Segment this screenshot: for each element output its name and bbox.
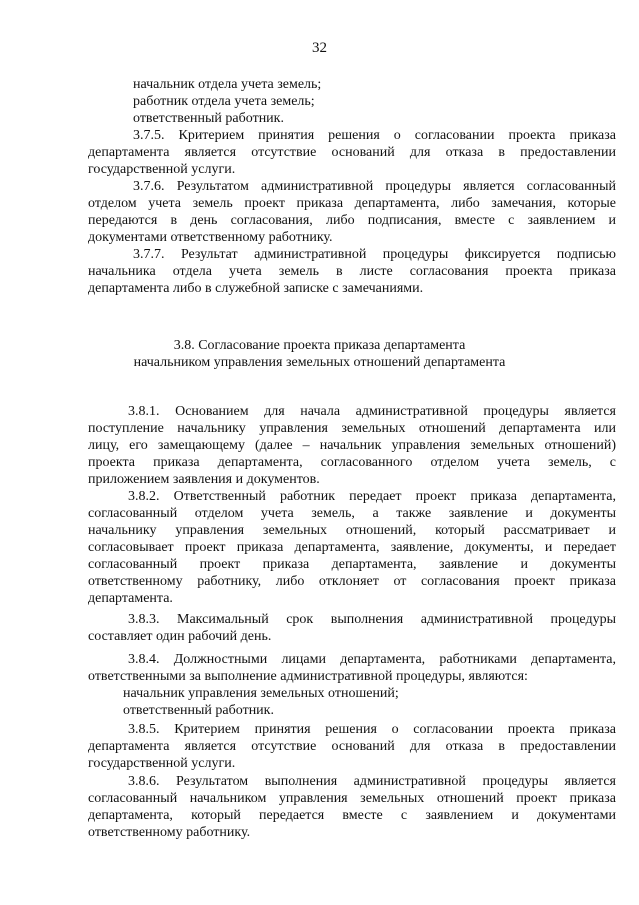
paragraph-3-7-5 xyxy=(88,127,616,178)
paragraph-3-8-2 xyxy=(88,488,616,607)
paragraph-line: 3.8.1. Основанием для начала административной процедуры является xyxy=(128,404,616,419)
paragraph-line: 3.8.4. Должностными лицами департамента, работниками департамента, xyxy=(128,652,616,667)
paragraph-line: документами ответственному работнику. xyxy=(88,230,333,245)
paragraph-line: начальника отдела учета земель в листе согласования проекта приказа xyxy=(88,264,616,279)
paragraph-line: 3.7.5. Критерием принятия решения о согласовании проекта приказа xyxy=(133,128,616,143)
paragraph-line: 3.8.3. Максимальный срок выполнения административной процедуры xyxy=(128,612,616,627)
list-item: начальник отдела учета земель; xyxy=(133,77,322,92)
paragraph-3-8-3 xyxy=(88,611,616,645)
paragraph-line: согласованный начальником управления земельных отношений проект приказа xyxy=(88,791,616,806)
paragraph-line: департамента либо в служебной записке с замечаниями. xyxy=(88,281,424,296)
paragraph-line: департамента является отсутствие оснований для отказа в предоставлении xyxy=(88,145,616,160)
heading-line: начальником управления земельных отношений департамента xyxy=(133,355,506,370)
paragraph-line: согласованный отделом учета земель, а также заявление и документы xyxy=(88,506,616,521)
paragraph-line: приложением заявления и документов. xyxy=(88,472,320,487)
paragraph-line: начальнику управления земельных отношений, который рассматривает и xyxy=(88,523,616,538)
paragraph-line: 3.7.6. Результатом административной процедуры является согласованный xyxy=(133,179,616,194)
heading-line: 3.8. Согласование проекта приказа департамента xyxy=(173,338,466,353)
section-heading-3-8 xyxy=(0,337,639,371)
paragraph-line: проекта приказа департамента, согласованного отделом учета земель, с xyxy=(88,455,616,470)
paragraph-line: согласовывает проект приказа департамента, заявление, документы, и передает xyxy=(88,540,616,555)
paragraph-line: ответственному работнику. xyxy=(88,825,251,840)
paragraph-line: составляет один рабочий день. xyxy=(88,629,272,644)
paragraph-3-7-6 xyxy=(88,178,616,246)
paragraph-3-8-5 xyxy=(88,721,616,772)
paragraph-line: департамента. xyxy=(88,591,173,606)
paragraph-line: отделом учета земель проект приказа департамента, либо замечания, которые xyxy=(88,196,616,211)
list-item: ответственный работник. xyxy=(133,111,284,126)
paragraph-line: 3.7.7. Результат административной процедуры фиксируется подписью xyxy=(133,247,616,262)
paragraph-line: передаются в день согласования, либо подписания, вместе с заявлением и xyxy=(88,213,616,228)
paragraph-line: ответственными за выполнение административной процедуры, являются: xyxy=(88,669,528,684)
paragraph-line: 3.8.5. Критерием принятия решения о согласовании проекта приказа xyxy=(128,722,616,737)
list-item: начальник управления земельных отношений; xyxy=(123,686,399,701)
paragraph-line: 3.8.2. Ответственный работник передает проект приказа департамента, xyxy=(128,489,616,504)
paragraph-line: 3.8.6. Результатом выполнения административной процедуры является xyxy=(128,774,616,789)
paragraph-3-8-4 xyxy=(88,651,616,719)
paragraph-line: поступление начальнику управления земельных отношений департамента или xyxy=(88,421,616,436)
paragraph-line: департамента является отсутствие оснований для отказа в предоставлении xyxy=(88,739,616,754)
paragraph-line: департамента, который передается вместе с заявлением и документами xyxy=(88,808,616,823)
list-item: работник отдела учета земель; xyxy=(133,94,315,109)
paragraph-line: государственной услуги. xyxy=(88,756,236,771)
paragraph-3-8-1 xyxy=(88,403,616,488)
paragraph-line: государственной услуги. xyxy=(88,162,236,177)
paragraph-line: согласованный проект приказа департамента, заявление и документы xyxy=(88,557,616,572)
paragraph-line: ответственному работнику, либо отклоняет от согласования проект приказа xyxy=(88,574,616,589)
paragraph-3-8-6 xyxy=(88,773,616,841)
list-item: ответственный работник. xyxy=(123,703,274,718)
roles-list-3-7-4 xyxy=(88,76,616,127)
paragraph-line: лицу, его замещающему (далее – начальник управления земельных отношений) xyxy=(88,438,616,453)
paragraph-3-7-7 xyxy=(88,246,616,297)
page-number: 32 xyxy=(312,40,327,56)
